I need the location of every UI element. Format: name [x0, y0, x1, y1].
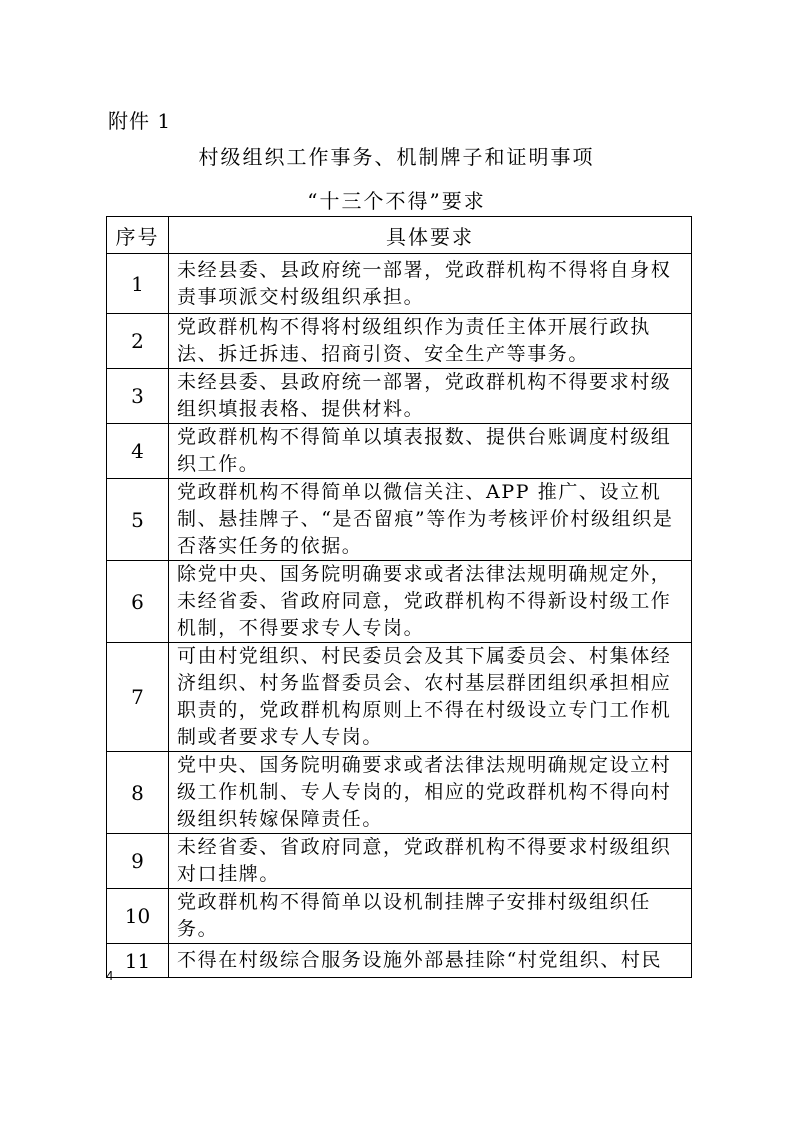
row-requirement: 党中央、国务院明确要求或者法律法规明确规定设立村级工作机制、专人专岗的，相应的党政群机构不得向村级组织转嫁保障责任。	[169, 752, 692, 834]
row-number: 3	[107, 369, 169, 424]
table-row	[107, 479, 692, 561]
row-requirement: 未经县委、县政府统一部署，党政群机构不得将自身权责事项派交村级组织承担。	[169, 254, 692, 314]
row-number: 6	[107, 561, 169, 643]
row-number: 2	[107, 314, 169, 369]
table-row	[107, 424, 692, 479]
row-number: 1	[107, 254, 169, 314]
page-number: 4	[106, 968, 114, 983]
table-row	[107, 314, 692, 369]
table-row	[107, 752, 692, 834]
row-requirement: 党政群机构不得简单以设机制挂牌子安排村级组织任务。	[169, 889, 692, 944]
row-number: 7	[107, 643, 169, 752]
row-requirement: 未经县委、县政府统一部署，党政群机构不得要求村级组织填报表格、提供材料。	[169, 369, 692, 424]
row-requirement: 不得在村级综合服务设施外部悬挂除“村党组织、村民	[169, 944, 692, 978]
table-row	[107, 369, 692, 424]
header-seq: 序号	[107, 217, 169, 254]
header-requirement: 具体要求	[169, 217, 692, 254]
table-header-row	[107, 217, 692, 254]
row-number: 8	[107, 752, 169, 834]
row-requirement: 党政群机构不得简单以微信关注、APP 推广、设立机制、悬挂牌子、“是否留痕”等作为考核评价村级组织是否落实任务的依据。	[169, 479, 692, 561]
table-row	[107, 561, 692, 643]
document-title-line2: “十三个不得”要求	[307, 189, 486, 213]
row-requirement: 未经省委、省政府同意，党政群机构不得要求村级组织对口挂牌。	[169, 834, 692, 889]
row-requirement: 可由村党组织、村民委员会及其下属委员会、村集体经济组织、村务监督委员会、农村基层群团组织承担相应职责的，党政群机构原则上不得在村级设立专门工作机制或者要求专人专岗。	[169, 643, 692, 752]
document-title-line1: 村级组织工作事务、机制牌子和证明事项	[198, 145, 595, 169]
table-row	[107, 254, 692, 314]
table-row	[107, 834, 692, 889]
table-row	[107, 944, 692, 978]
row-number: 11	[107, 944, 169, 978]
requirements-table	[106, 216, 692, 978]
attachment-label: 附件 1	[108, 109, 172, 133]
row-requirement: 党政群机构不得简单以填表报数、提供台账调度村级组织工作。	[169, 424, 692, 479]
row-number: 9	[107, 834, 169, 889]
row-requirement: 除党中央、国务院明确要求或者法律法规明确规定外，未经省委、省政府同意，党政群机构不得新设村级工作机制，不得要求专人专岗。	[169, 561, 692, 643]
table-row	[107, 643, 692, 752]
row-number: 4	[107, 424, 169, 479]
table-row	[107, 889, 692, 944]
row-requirement: 党政群机构不得将村级组织作为责任主体开展行政执法、拆迁拆违、招商引资、安全生产等事务。	[169, 314, 692, 369]
row-number: 5	[107, 479, 169, 561]
row-number: 10	[107, 889, 169, 944]
